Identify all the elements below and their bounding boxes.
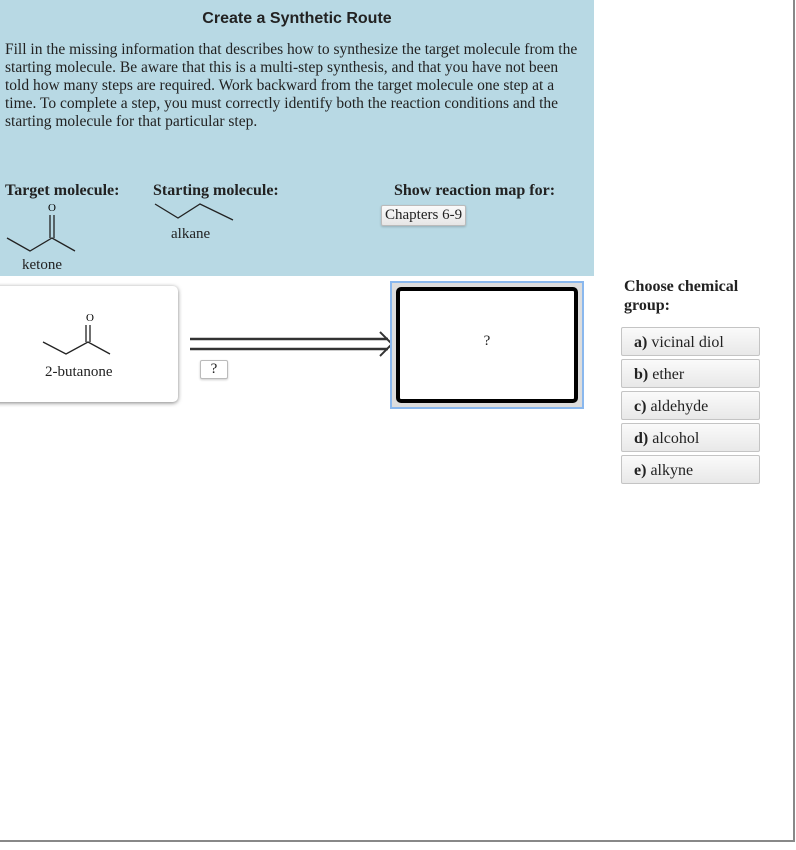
reaction-map-label: Show reaction map for:	[394, 182, 556, 199]
starting-caption: alkane	[171, 226, 211, 242]
unknown-molecule: ?	[396, 287, 578, 403]
choice-ether[interactable]: b) ether	[621, 359, 760, 388]
svg-text:O: O	[86, 312, 94, 324]
alkane-structure	[150, 200, 240, 225]
butanone-structure	[37, 308, 137, 358]
product-name: 2-butanone	[45, 364, 113, 380]
chapters-button[interactable]: Chapters 6-9	[381, 205, 466, 226]
product-card	[0, 286, 178, 402]
oxygen-atom: O	[48, 202, 56, 214]
choose-group-label: Choose chemical group:	[624, 278, 739, 314]
target-label: Target molecule:	[5, 182, 120, 199]
choice-aldehyde[interactable]: c) aldehyde	[621, 391, 760, 420]
target-caption: ketone	[22, 257, 62, 273]
choice-alcohol[interactable]: d) alcohol	[621, 423, 760, 452]
page-title: Create a Synthetic Route	[202, 10, 392, 27]
choice-vicinal-diol[interactable]: a) vicinal diol	[621, 327, 760, 356]
choice-alkyne[interactable]: e) alkyne	[621, 455, 760, 484]
problem-panel	[0, 0, 594, 276]
starting-molecule-slot[interactable]	[390, 281, 584, 409]
conditions-button[interactable]: ?	[200, 360, 228, 379]
starting-label: Starting molecule:	[153, 182, 279, 199]
reaction-arrow	[188, 330, 398, 360]
ketone-structure	[0, 198, 100, 258]
instructions: Fill in the missing information that describes how to synthesize the target molecule from the starting molecule. Be aware that this is a multi-step synthesis, and that you have not been told how many steps are required. Work backward from the target molecule one step at a time. To complete a step, you must correctly identify both the reaction conditions and the starting molecule for that particular step.	[5, 41, 578, 130]
